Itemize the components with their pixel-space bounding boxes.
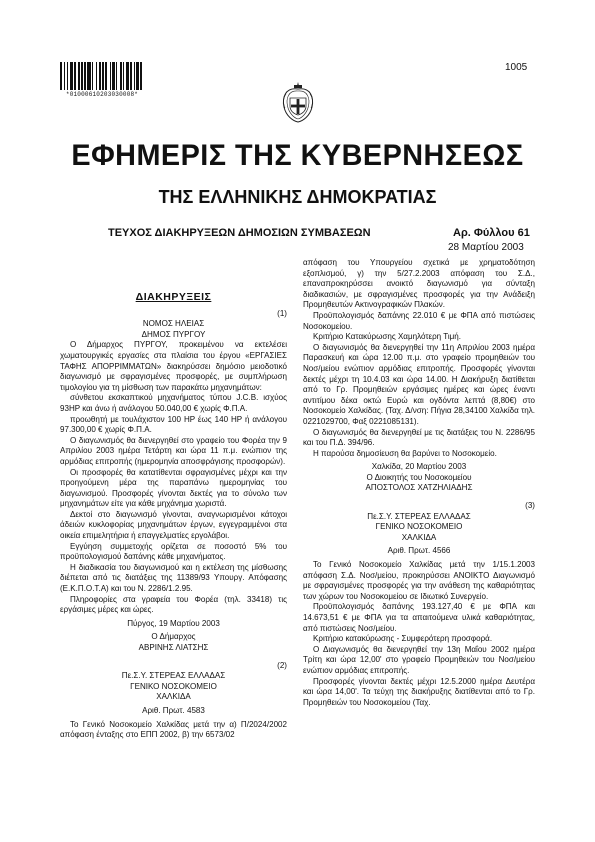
barcode xyxy=(60,62,144,100)
notice-paragraph: Το Γενικό Νοσοκομείο Χαλκίδας μετά την 1/15.1.2003 απόφαση Σ.Δ. Νοσ/μείου, προκηρύσσει ΑΝΟΙΚΤΟ Διαγωνισμό με σφραγισμένες προσφορές για την ανάθεση της καθαριότητας των χώρων του Νοσοκομείου σε Ιδιωτικό Συνεργείο. xyxy=(303,560,535,601)
notice-paragraph: Προϋπολογισμός δαπάνης 193.127,40 € με ΦΠΑ και 14.673,51 € με ΦΠΑ για τα απαιτούμενα υλικά καθαριότητας, από πιστώσεις Νοσ/μείου. xyxy=(303,602,535,633)
signer-title: Ο Δήμαρχος xyxy=(151,632,196,642)
signer-title: Ο Διοικητής του Νοσοκομείου xyxy=(366,472,472,482)
notice-paragraph: Εγγύηση συμμετοχής ορίζεται σε ποσοστό 5% του προϋπολογισμού δαπάνης κάθε μηχανήματος. xyxy=(60,541,287,562)
place-date: Πύργος, 19 Μαρτίου 2003 xyxy=(127,618,220,628)
notice-org: ΔΗΜΟΣ ΠΥΡΓΟΥ xyxy=(141,329,206,339)
notice-paragraph: απόφαση του Υπουργείου σχετικά με χρηματοδότηση εξοπλισμού, γ) την 5/27.2.2003 απόφαση του Σ.Δ., επαναπροκηρύσσει ανοικτό διαγωνισμό για σύνταξη διαδικασιών, με σφραγισμένες προσφορές για την Ανάδειξη Προμηθευτών Ακτινογραφικών Πλακών. xyxy=(303,258,535,310)
notice-list-item: σύνθετου εκσκαπτικού μηχανήματος τύπου J.C.B. ισχύος 93HP και άνω ή ανάλογου 50.040,00 € χωρίς Φ.Π.Α. xyxy=(60,393,287,413)
hellenic-republic-emblem-icon xyxy=(278,80,318,124)
right-column xyxy=(303,258,535,708)
place-date: Χαλκίδα, 20 Μαρτίου 2003 xyxy=(371,462,467,472)
left-column xyxy=(60,292,287,741)
notice-paragraph: Οι προσφορές θα κατατίθενται σφραγισμένες μέχρι και την προηγούμενη μέρα της παραπάνω ημερομηνίας του διαγωνισμού. Προσφορές γίνονται δεκτές για το σύνολο των μηχανημάτων είτε για κάθε μηχάνημα χωριστά. xyxy=(60,467,287,509)
notice-paragraph: Η παρούσα δημοσίευση θα βαρύνει το Νοσοκομείο. xyxy=(313,448,497,458)
notice-org: Πε.Σ.Υ. ΣΤΕΡΕΑΣ ΕΛΛΑΔΑΣ xyxy=(121,671,226,681)
gazette-subtitle: ΤΗΣ ΕΛΛΗΝΙΚΗΣ ΔΗΜΟΚΡΑΤΙΑΣ xyxy=(158,187,437,207)
notice-paragraph: Ο διαγωνισμός θα διενεργηθεί την 11η Απριλίου 2003 ημέρα Παρασκευή και ώρα 12.00 π.μ. στο γραφείο προμηθειών του Νοσ/μείου ενώπιον αρμόδιας επιτροπής. Προσφορές γίνονται δεκτές μέχρι τη 10.4.03 και ώρα 14.00. Η Διακήρυξη διατίθεται από το Γρ. Προμηθειών εργάσιμες ημέρες και ώρες έναντι αντιτίμου δέκα οκτώ Ευρώ και ογδόντα λεπτά (8,80€) στο Νοσοκομείο Χαλκίδας. (Ταχ. Δ/νση: Πήγια 28,34100 Χαλκίδα τηλ. 0221029700, Φαξ 0221085131). xyxy=(303,342,535,426)
notice-paragraph: Ο διαγωνισμός θα διενεργηθεί με τις διατάξεις του Ν. 2286/95 και του Π.Δ. 394/96. xyxy=(303,427,535,448)
signer-name: ΑΠΟΣΤΟΛΟΣ ΧΑΤΖΗΛΙΑΔΗΣ xyxy=(365,483,473,493)
notice-org: Πε.Σ.Υ. ΣΤΕΡΕΑΣ ΕΛΛΑΔΑΣ xyxy=(367,511,471,521)
protocol-number: Αριθ. Πρωτ. 4583 xyxy=(142,705,205,715)
signer-name: ΑΒΡΙΝΗΣ ΛΙΑΤΣΗΣ xyxy=(138,643,209,652)
notice-org: ΝΟΜΟΣ ΗΛΕΙΑΣ xyxy=(142,319,205,329)
notice-paragraph: Προσφορές γίνονται δεκτές μέχρι 12.5.2000 ημέρα Δευτέρα και ώρα 14,00'. Τα τεύχη της διακήρυξης διατίθενται από το Γρ. Προμηθειών του Νοσοκομείου (Ταχ. xyxy=(303,676,535,707)
notice-paragraph: Κριτήριο Κατακύρωσης Χαμηλότερη Τιμή. xyxy=(313,332,461,342)
page-number: 1005 xyxy=(505,62,528,73)
sheet-number: Αρ. Φύλλου 61 xyxy=(453,227,530,239)
notice-list-item: προωθητή με τουλάχιστον 100 HP έως 140 HP ή ανάλογου 97.300,00 € χωρίς Φ.Π.Α. xyxy=(60,414,287,435)
barcode-bars xyxy=(60,62,144,90)
issue-name: ΤΕΥΧΟΣ ΔΙΑΚΗΡΥΞΕΩΝ ΔΗΜΟΣΙΩΝ ΣΥΜΒΑΣΕΩΝ xyxy=(108,227,371,239)
issue-date: 28 Μαρτίου 2003 xyxy=(448,242,524,253)
barcode-bar xyxy=(142,62,143,90)
notice-paragraph: Ο Διαγωνισμός θα διενεργηθεί την 13η Μαΐου 2002 ημέρα Τρίτη και ώρα 12,00' στο γραφείο Προμηθειών του Νοσ/μείου ενώπιον αρμόδιας επιτροπής. xyxy=(303,644,535,675)
notice-org: ΓΕΝΙΚΟ ΝΟΣΟΚΟΜΕΙΟ xyxy=(375,522,463,532)
notice-paragraph: Δεκτοί στο διαγωνισμό γίνονται, αναγνωρισμένοι κάτοχοι άδειών κυκλοφορίας μηχανημάτων έργων, εγγεγραμμένοι στα οικεία επιμελητήρια ή επαγγελματίες εργολάβοι. xyxy=(60,509,287,541)
notice-org: ΓΕΝΙΚΟ ΝΟΣΟΚΟΜΕΙΟ xyxy=(130,681,217,691)
notice-number: (2) xyxy=(277,660,287,670)
notice-paragraph: Προϋπολογισμός δαπάνης 22.010 € με ΦΠΑ από πιστώσεις Νοσοκομείου. xyxy=(303,310,535,331)
barcode-digits: *01000610203030008* xyxy=(65,91,139,98)
notice-paragraph: Το Γενικό Νοσοκομείο Χαλκίδας μετά την α) Π/2024/2002 απόφαση ένταξης στο ΕΠΠ 2002, β) την 6573/02 xyxy=(60,719,287,740)
section-heading: ΔΙΑΚΗΡΥΞΕΙΣ xyxy=(135,291,212,303)
notice-number: (1) xyxy=(277,308,287,318)
notice-paragraph: Πληροφορίες στα γραφεία του Φορέα (τηλ. 33418) τις εργάσιμες μέρες και ώρες. xyxy=(60,594,287,615)
notice-paragraph: Ο Δήμαρχος ΠΥΡΓΟΥ, προκειμένου να εκτελέσει χωματουργικές εργασίες στα πλαίσια του έργου «ΕΡΓΑΣΙΕΣ ΤΑΦΗΣ ΑΠΟΡΡΙΜΜΑΤΩΝ» διακηρύσσει δημόσιο μειοδοτικό διαγωνισμό με σφραγισμένες προσφορές, με συμπλήρωση τιμολογίου για τη μίσθωση των παρακάτω μηχανημάτων: xyxy=(60,340,287,392)
notice-number: (3) xyxy=(525,501,535,511)
notice-paragraph: Κριτήριο κατακύρωσης - Συμφερότερη προσφορά. xyxy=(313,634,493,644)
notice-org: ΧΑΛΚΙΔΑ xyxy=(401,532,437,542)
notice-paragraph: Η διαδικασία του διαγωνισμού και η εκτέλεση της μίσθωσης διέπεται από τις διατάξεις της 11389/93 Υπουργ. Απόφασης (Ε.Κ.Π.Ο.Τ.Α) και του Ν. 2286/1.2.95. xyxy=(60,562,287,594)
protocol-number: Αριθ. Πρωτ. 4566 xyxy=(387,546,451,556)
notice-org: ΧΑΛΚΙΔΑ xyxy=(156,692,191,702)
gazette-title: ΕΦΗΜΕΡΙΣ ΤΗΣ ΚΥΒΕΡΝΗΣΕΩΣ xyxy=(71,139,524,172)
notice-paragraph: Ο διαγωνισμός θα διενεργηθεί στο γραφείο του Φορέα την 9 Απριλίου 2003 ημέρα Τετάρτη και ώρα 11 π.μ. ενώπιον της αρμόδιας επιτροπής (ημερομηνία αποσφράγισης προσφορών). xyxy=(60,435,287,466)
